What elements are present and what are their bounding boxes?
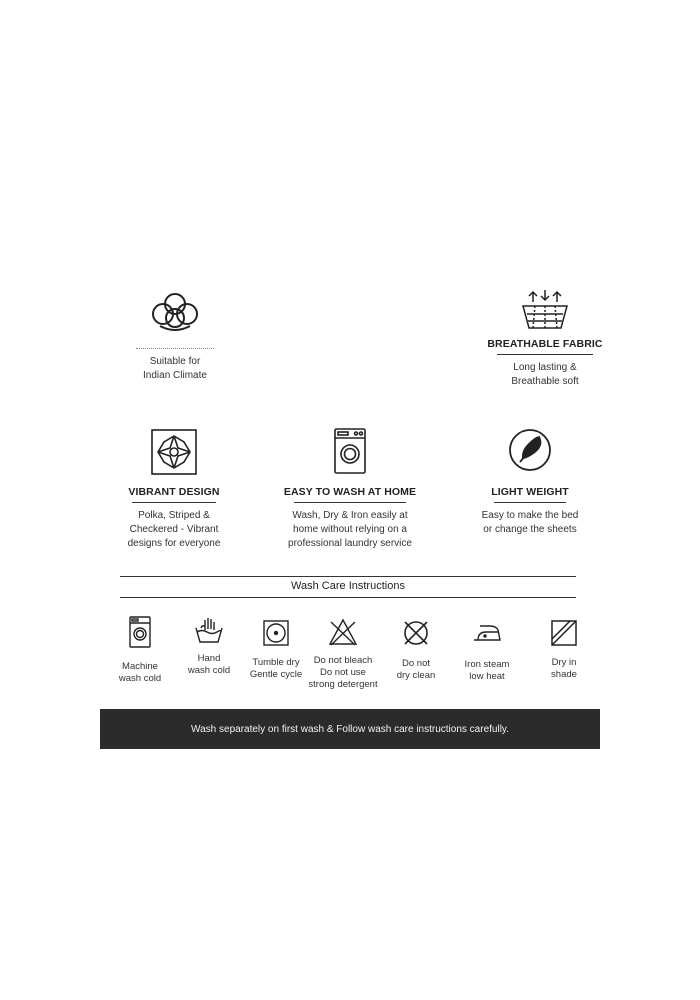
light-weight-description: Easy to make the bed or change the sheets xyxy=(481,510,579,535)
iron-steam-icon xyxy=(472,622,502,644)
climate-divider xyxy=(136,348,214,349)
care-item-machine-wash xyxy=(100,616,180,685)
light-weight-divider xyxy=(494,502,566,503)
breathable-title: BREATHABLE FABRIC xyxy=(487,338,603,350)
wash-care-bottom-rule xyxy=(120,597,576,598)
no-bleach-icon xyxy=(328,618,358,646)
no-dry-clean-icon xyxy=(402,619,430,647)
no-bleach-label: Do not bleach Do not use strong detergent xyxy=(308,655,378,690)
care-item-no-bleach xyxy=(303,618,383,691)
wash-care-heading: Wash Care Instructions xyxy=(291,580,405,592)
iron-steam-label: Iron steam low heat xyxy=(464,659,510,682)
washing-machine-icon xyxy=(334,428,366,474)
machine-wash-label: Machine wash cold xyxy=(118,661,162,684)
dry-in-shade-icon xyxy=(551,620,577,646)
light-weight-title: LIGHT WEIGHT xyxy=(491,486,569,498)
care-item-no-dry-clean xyxy=(376,619,456,682)
wash-instructions-banner xyxy=(100,709,600,749)
banner-text: Wash separately on first wash & Follow wash care instructions carefully. xyxy=(191,723,509,735)
easy-wash-divider xyxy=(294,502,406,503)
tumble-dry-icon xyxy=(263,620,289,646)
wash-care-top-rule xyxy=(120,576,576,577)
hand-wash-icon xyxy=(194,616,224,644)
breathable-divider xyxy=(497,354,593,355)
feature-breathable xyxy=(470,288,620,389)
feature-easy-wash xyxy=(280,428,420,551)
feature-light-weight xyxy=(470,428,590,537)
dry-in-shade-label: Dry in shade xyxy=(551,657,577,680)
cotton-flower-icon xyxy=(150,290,200,334)
vibrant-title: VIBRANT DESIGN xyxy=(128,486,220,498)
easy-wash-title: EASY TO WASH AT HOME xyxy=(283,486,417,498)
easy-wash-description: Wash, Dry & Iron easily at home without relying on a professional laundry service xyxy=(288,510,412,549)
hand-wash-label: Hand wash cold xyxy=(187,653,231,676)
feature-vibrant xyxy=(114,428,234,551)
feature-climate xyxy=(125,290,225,383)
feather-icon xyxy=(508,428,552,472)
care-item-dry-in-shade xyxy=(524,620,604,681)
breathable-fabric-icon xyxy=(515,288,575,334)
machine-wash-icon xyxy=(129,616,151,648)
breathable-description: Long lasting & Breathable soft xyxy=(511,362,579,387)
climate-description: Suitable for Indian Climate xyxy=(143,356,207,381)
vibrant-description: Polka, Striped & Checkered - Vibrant designs for everyone xyxy=(127,510,221,549)
care-item-iron-steam xyxy=(447,622,527,683)
tumble-dry-label: Tumble dry Gentle cycle xyxy=(249,657,303,680)
no-dry-clean-label: Do not dry clean xyxy=(396,658,436,681)
vibrant-divider xyxy=(132,502,216,503)
pattern-icon xyxy=(150,428,198,476)
